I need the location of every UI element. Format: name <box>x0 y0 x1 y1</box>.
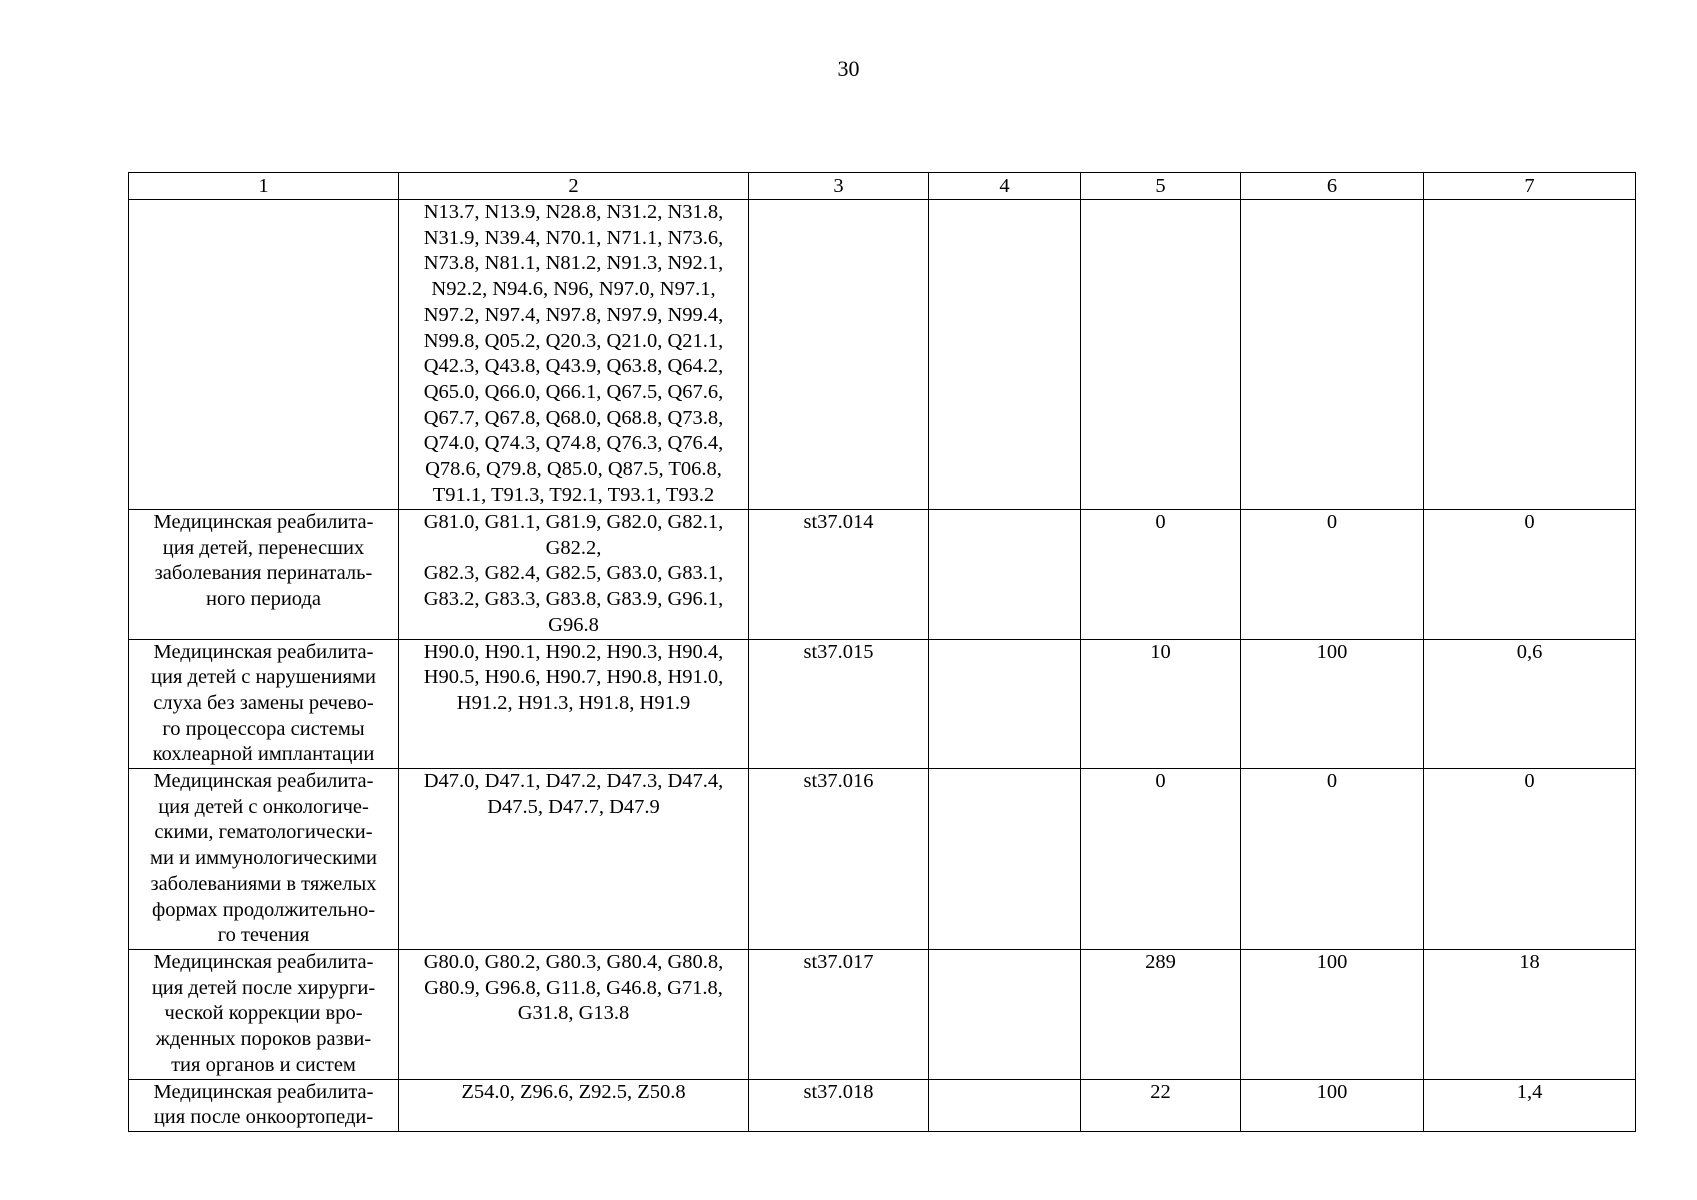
diagnosis-codes: Z54.0, Z96.6, Z92.5, Z50.8 <box>461 1080 686 1103</box>
row-col6-cell: 100 <box>1241 639 1424 769</box>
row-col6-cell: 100 <box>1241 1079 1424 1131</box>
row-code-cell: st37.018 <box>749 1079 929 1131</box>
page-number: 30 <box>837 56 860 81</box>
row-col5-cell: 0 <box>1081 769 1241 950</box>
column-header: 4 <box>929 173 1081 200</box>
row-name: Медицинская реабилита- ция после онкоортопеди- <box>153 1080 374 1129</box>
row-codes-cell <box>399 950 749 1080</box>
row-name: Медицинская реабилита- ция детей после хирурги- ческой коррекции вро- жденных пороков разви- тия органов и систем <box>151 951 376 1076</box>
row-col4-cell <box>929 200 1081 510</box>
row-col7-cell: 0 <box>1424 769 1636 950</box>
row-name: Медицинская реабилита- ция детей с онкологиче- скими, гематологически- ми и иммунологическими заболеваниями в тяжелых формах продолжительно- го течения <box>149 770 378 947</box>
row-col7-cell: 1,4 <box>1424 1079 1636 1131</box>
row-col6-cell <box>1241 200 1424 510</box>
diagnosis-codes: G80.0, G80.2, G80.3, G80.4, G80.8, G80.9, G96.8, G11.8, G46.8, G71.8, G31.8, G13.8 <box>423 951 724 1025</box>
column-header: 1 <box>129 173 399 200</box>
row-col6-cell: 0 <box>1241 510 1424 640</box>
column-header: 3 <box>749 173 929 200</box>
row-code-cell: st37.017 <box>749 950 929 1080</box>
table-row <box>129 200 1636 510</box>
row-code-cell: st37.015 <box>749 639 929 769</box>
tariff-table <box>128 172 1636 1132</box>
column-header: 2 <box>399 173 749 200</box>
table-row <box>129 639 1636 769</box>
row-col5-cell: 10 <box>1081 639 1241 769</box>
row-name-cell <box>129 1079 399 1131</box>
table-row <box>129 769 1636 950</box>
row-codes-cell <box>399 200 749 510</box>
column-header: 6 <box>1241 173 1424 200</box>
row-col5-cell: 0 <box>1081 510 1241 640</box>
table-header-row <box>129 173 1636 200</box>
row-col7-cell <box>1424 200 1636 510</box>
table-row <box>129 950 1636 1080</box>
table-row <box>129 1079 1636 1131</box>
row-codes-cell <box>399 769 749 950</box>
row-col5-cell: 22 <box>1081 1079 1241 1131</box>
row-code-cell: st37.016 <box>749 769 929 950</box>
row-code-cell <box>749 200 929 510</box>
row-col4-cell <box>929 510 1081 640</box>
row-name: Медицинская реабилита- ция детей, перенесших заболевания перинаталь- ного периода <box>153 511 374 611</box>
row-name-cell <box>129 639 399 769</box>
row-col7-cell: 0,6 <box>1424 639 1636 769</box>
row-col4-cell <box>929 769 1081 950</box>
row-name: Медицинская реабилита- ция детей с нарушениями слуха без замены речево- го процессора системы кохлеарной имплантации <box>151 640 376 766</box>
row-col4-cell <box>929 1079 1081 1131</box>
diagnosis-codes: D47.0, D47.1, D47.2, D47.3, D47.4, D47.5, D47.7, D47.9 <box>423 770 724 818</box>
row-name-cell <box>129 950 399 1080</box>
row-col4-cell <box>929 639 1081 769</box>
diagnosis-codes: H90.0, H90.1, H90.2, H90.3, H90.4, H90.5, H90.6, H90.7, H90.8, H91.0, H91.2, H91.3, H91.8, H91.9 <box>423 640 724 714</box>
row-col5-cell: 289 <box>1081 950 1241 1080</box>
row-codes-cell <box>399 510 749 640</box>
row-codes-cell <box>399 639 749 769</box>
column-header: 5 <box>1081 173 1241 200</box>
diagnosis-codes: G81.0, G81.1, G81.9, G82.0, G82.1, G82.2, G82.3, G82.4, G82.5, G83.0, G83.1, G83.2, G83.3, G83.8, G83.9, G96.1, G96.8 <box>423 511 724 636</box>
row-col7-cell: 18 <box>1424 950 1636 1080</box>
column-header: 7 <box>1424 173 1636 200</box>
table-row <box>129 510 1636 640</box>
row-col6-cell: 0 <box>1241 769 1424 950</box>
row-col4-cell <box>929 950 1081 1080</box>
row-name-cell <box>129 200 399 510</box>
row-col7-cell: 0 <box>1424 510 1636 640</box>
row-col6-cell: 100 <box>1241 950 1424 1080</box>
row-name-cell <box>129 769 399 950</box>
row-col5-cell <box>1081 200 1241 510</box>
row-codes-cell <box>399 1079 749 1131</box>
diagnosis-codes: N13.7, N13.9, N28.8, N31.2, N31.8, N31.9, N39.4, N70.1, N71.1, N73.6, N73.8, N81.1, N81.2, N91.3, N92.1, N92.2, N94.6, N96, N97.0, N97.1, N97.2, N97.4, N97.8, N97.9, N99.4, N99.8, Q05.2, Q20.3, Q21.0, Q21.1, Q42.3, Q43.8, Q43.9, Q63.8, Q64.2, Q65.0, Q66.0, Q66.1, Q67.5, Q67.6, Q67.7, Q67.8, Q68.0, Q68.8, Q73.8, Q74.0, Q74.3, Q74.8, Q76.3, Q76.4, Q78.6, Q79.8, Q85.0, Q87.5, T06.8, T91.1, T91.3, T92.1, T93.1, T93.2 <box>423 201 724 506</box>
row-code-cell: st37.014 <box>749 510 929 640</box>
row-name-cell <box>129 510 399 640</box>
